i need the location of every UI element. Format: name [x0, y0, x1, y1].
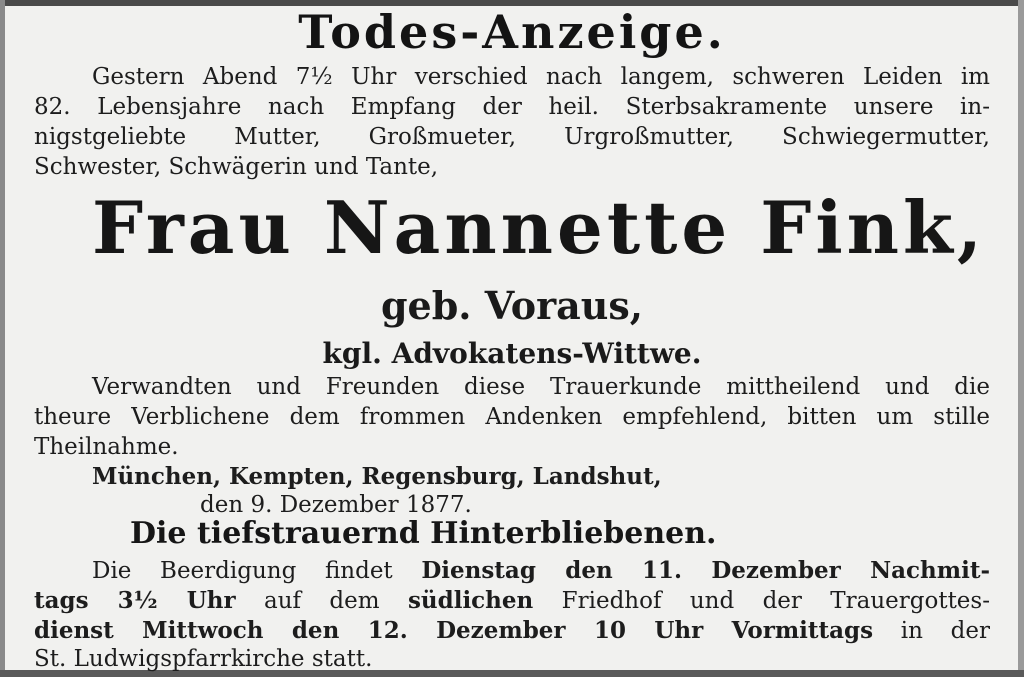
maiden-name: geb. Voraus,	[380, 283, 643, 328]
funeral-text: in der	[873, 618, 990, 644]
notice-title: Todes-Anzeige.	[298, 5, 726, 59]
cemetery-name: südlichen	[407, 587, 534, 614]
places-line: München, Kempten, Regensburg, Landshut,	[92, 463, 662, 490]
intro-line-3: nigstgeliebte Mutter, Großmueter, Urgroßmutter, Schwiegermutter,	[34, 124, 990, 150]
intro-line-1: Gestern Abend 7½ Uhr verschied nach langem, schweren Leiden im	[92, 64, 990, 90]
service-date: dienst Mittwoch den 12. Dezember 10 Uhr Vormittags	[34, 617, 874, 644]
funeral-line-1	[92, 556, 990, 586]
funeral-text: Die Beerdigung findet	[92, 558, 422, 584]
funeral-date: Dienstag den 11. Dezember Nachmit-	[421, 557, 991, 584]
date-line: den 9. Dezember 1877.	[200, 492, 472, 518]
signoff-line: Die tiefstrauernd Hinterbliebenen.	[130, 516, 717, 551]
intro-line-2: 82. Lebensjahre nach Empfang der heil. Sterbsakramente unsere in-	[34, 94, 990, 120]
closing-line-2: theure Verblichene dem frommen Andenken empfehlend, bitten um stille	[34, 404, 990, 430]
intro-line-4: Schwester, Schwägerin und Tante,	[34, 154, 439, 180]
closing-line-1: Verwandten und Freunden diese Trauerkunde mittheilend und die	[92, 374, 990, 400]
funeral-line-2	[34, 586, 990, 616]
funeral-text: auf dem	[235, 588, 408, 614]
closing-line-3: Theilnahme.	[34, 434, 179, 460]
funeral-line-3	[34, 616, 990, 646]
funeral-line-4: St. Ludwigspfarrkirche statt.	[34, 646, 373, 672]
funeral-time: tags 3½ Uhr	[34, 587, 236, 614]
deceased-name: Frau Nannette Fink,	[92, 185, 986, 270]
funeral-text: Friedhof und der Trauergottes-	[533, 588, 990, 614]
deceased-title: kgl. Advokatens-Wittwe.	[322, 337, 702, 370]
